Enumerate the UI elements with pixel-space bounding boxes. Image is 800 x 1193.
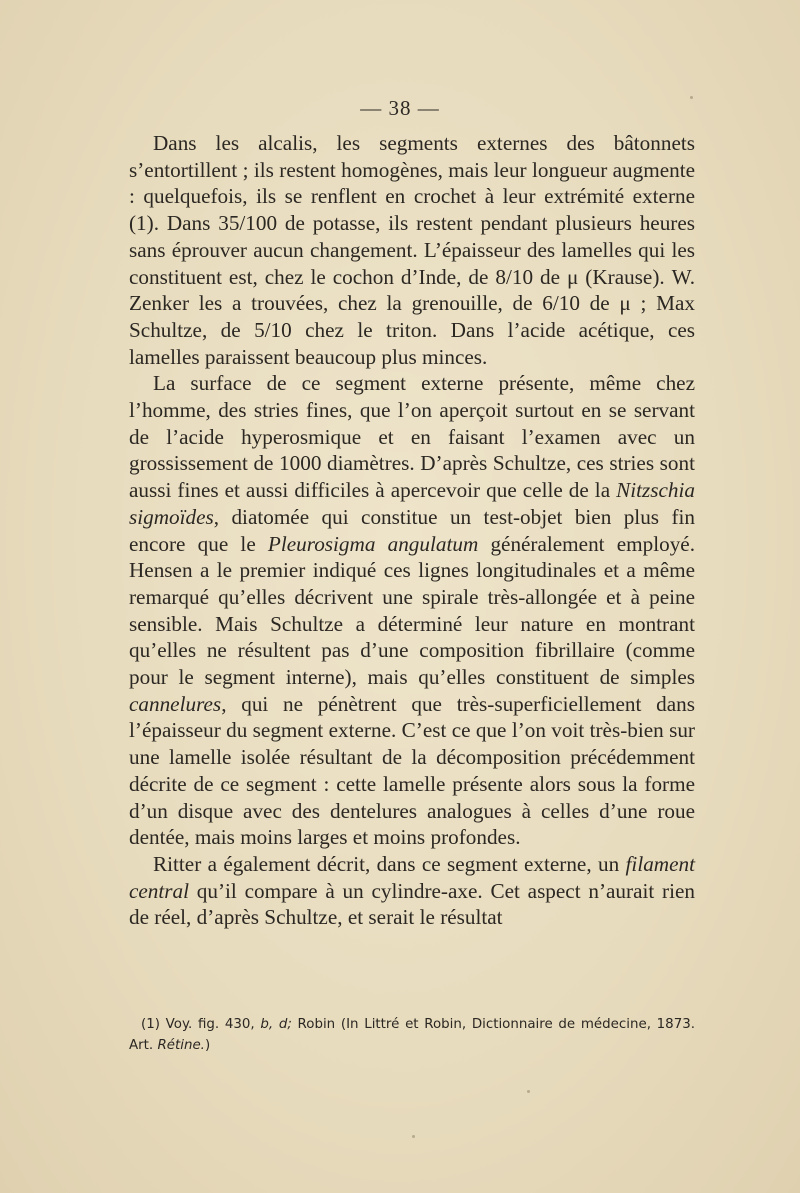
paper-speck <box>527 1090 530 1093</box>
paper-speck <box>690 96 693 99</box>
text-run: Ritter a également décrit, dans ce segment externe, un <box>153 851 626 876</box>
text-run: Robin (In Littré et Robin, Dictionnaire de médecine, 1873. Art. <box>129 1017 695 1053</box>
body-text <box>129 130 695 931</box>
text-run: qu’il compare à un cylindre-axe. Cet aspect n’aurait rien de réel, d’après Schultze, et serait le résultat <box>129 878 695 930</box>
paragraph <box>129 370 695 851</box>
paragraph <box>129 130 695 370</box>
italic-run: b, d; <box>260 1017 292 1032</box>
text-run: , diatomée qui constitue un test-objet bien plus fin encore que le <box>129 504 695 556</box>
italic-term-filament-central: filament central <box>129 851 695 903</box>
page-number: — 38 — <box>360 96 440 120</box>
paper-speck <box>412 1135 415 1138</box>
italic-term-pleurosigma: Pleurosigma angulatum <box>267 531 479 556</box>
text-run: La surface de ce segment externe présente, même chez l’homme, des stries fines, que l’on aperçoit surtout en se servant de l’acide hyperosmique et en faisant l’examen avec un grossissement de 1000 diamètres. D’après Schultze, ces stries sont aussi fines et aussi difficiles à apercevoir que celle de la <box>129 371 695 503</box>
italic-run: Rétine. <box>157 1038 205 1053</box>
footnote <box>129 1014 695 1056</box>
text-run: , qui ne pénètrent que très-superficiellement dans l’épaisseur du segment externe. C’est ce que l’on voit très-bien sur une lamelle isolée résultant de la décomposition précédemment décrite de ce segment : cette lamelle présente alors sous la forme d’un disque avec des dentelures analogues à celles d’une roue dentée, mais moins larges et moins profondes. <box>129 691 695 850</box>
italic-term-cannelures: cannelures <box>129 691 222 716</box>
text-run: généralement employé. Hensen a le premier indiqué ces lignes longitudinales et a même remarqué qu’elles décrivent une spirale très-allongée et à peine sensible. Mais Schultze a déterminé leur nature en montrant qu’elles ne résultent pas d’une composition fibrillaire (comme pour le segment interne), mais qu’elles constituent de simples <box>129 531 695 690</box>
text-run: ) <box>204 1038 211 1053</box>
paragraph <box>129 851 695 931</box>
text-run: (1) Voy. fig. 430, <box>141 1017 261 1032</box>
text-run: Dans les alcalis, les segments externes des bâtonnets s’entortillent ; ils restent homogènes, mais leur longueur augmente : quelquefois, ils se renflent en crochet à leur extrémité externe (1). Dans 35/100 de potasse, ils restent pendant plusieurs heures sans éprouver aucun changement. L’épaisseur des lamelles qui les constituent est, chez le cochon d’Inde, de 8/10 de μ (Krause). W. Zenker les a trouvées, chez la grenouille, de 6/10 de μ ; Max Schultze, de 5/10 chez le triton. Dans l’acide acétique, ces lamelles paraissent beaucoup plus minces. <box>129 131 695 369</box>
footnote-text <box>129 1014 695 1056</box>
italic-term-nitzschia: Nitzschia sigmoïdes <box>129 478 695 529</box>
